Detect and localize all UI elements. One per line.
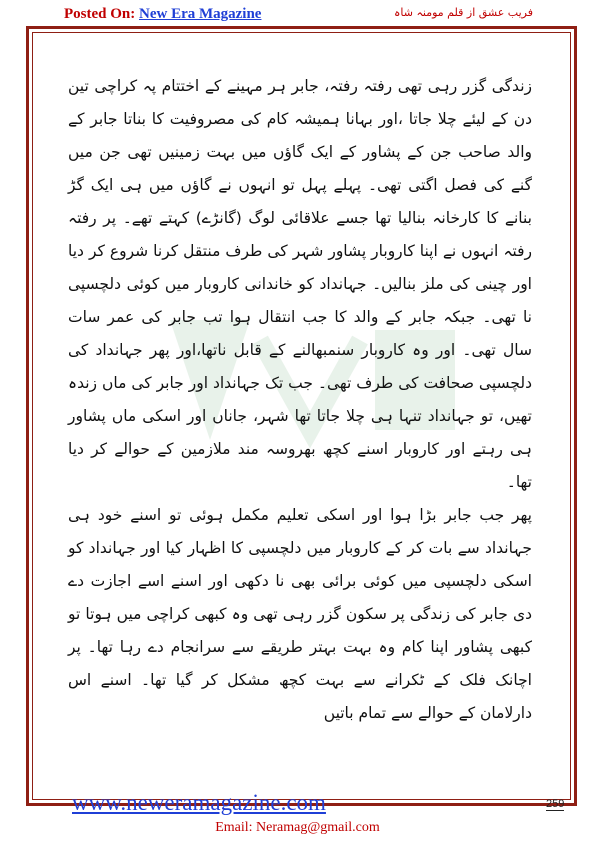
magazine-link[interactable]: New Era Magazine [139,6,262,22]
article-body [68,70,532,750]
paragraph-1: زندگی گزر رہی تھی رفتہ رفتہ، جابر ہر مہینے کے اختتام پہ کراچی تین دن کے لیئے چلا جاتا ،اور بہانا ہمیشہ کام کی مصروفیت کا بناتا جابر کے والد صاحب جن کے پشاور کے ایک گاؤں میں بہت زمینیں تھی جن میں گنے کی فصل اگتی تھی۔ پہلے پہل تو انہوں نے گاؤں میں ہی ایک گڑ بنانے کا کارخانہ بنالیا تھا جسے علاقائی لوگ (گانڑے) کہتے تھے۔ پر رفتہ رفتہ انہوں نے اپنا کاروبار پشاور شہر کی طرف منتقل کرنا شروع کر دیا اور چینی کی ملز بنالیں۔ جہانداد کو خاندانی کاروبار میں کوئی دلچسپی نا تھی۔ جبکہ جابر کے والد کا جب انتقال ہوا تب جابر کی عمر سات سال تھی۔ اور وہ کاروبار سنمبھالنے کے قابل ناتھا،اور پھر جہانداد کی دلچسپی صحافت کی طرف تھی۔ جب تک جہانداد اور جابر کی ماں زندہ تھیں، تو جہانداد تنہا ہی چلا جاتا تھا شہر، جاناں اور اسکی ماں پشاور ہی رہتے اور کاروبار اسنے کچھ بھروسہ مند ملازمین کے حوالے کر دیا تھا۔ [68,77,532,491]
contact-email: Email: Neramag@gmail.com [215,820,380,835]
novel-title: فریب عشق از قلم مومنہ شاہ [393,6,533,19]
page-number: 259 [546,798,565,810]
posted-label: Posted On: [64,6,136,22]
header-posted-on [64,6,261,23]
paragraph-2: پھر جب جابر بڑا ہوا اور اسکی تعلیم مکمل ہوئی تو اسنے خود ہی جہانداد سے بات کر کے کاروبار میں دلچسپی کا اظہار کیا اور جہانداد کو اسکی دلچسپی میں کوئی برائی بھی نا دکھی اور اسنے اسے اجازت دے دی جابر کی زندگی پر سکون گزر رہی تھی وہ کبھی کراچی میں ہوتا تو کبھی پشاور اپنا کام وہ بہت بہتر طریقے سے سرانجام دے رہا تھا۔ پر اچانک فلک کے ٹکرانے سے بہت کچھ مشکل کر گیا تھا۔ اسنے اس دارلامان کے حوالے سے تمام باتیں [68,506,532,722]
website-link[interactable]: www.neweramagazine.com [72,790,326,815]
